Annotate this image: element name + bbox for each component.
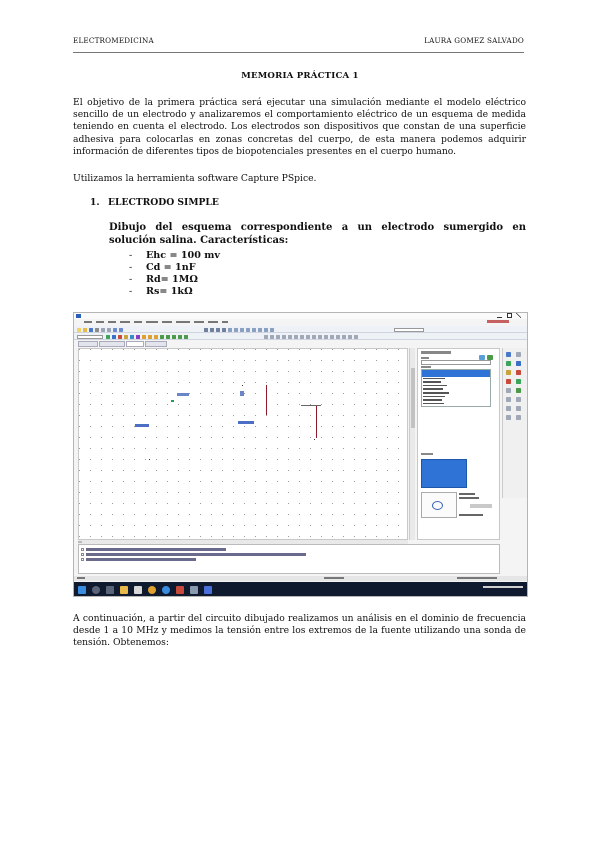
app-icon[interactable] xyxy=(204,586,212,594)
explorer-icon[interactable] xyxy=(120,586,128,594)
select-tool-icon[interactable] xyxy=(506,352,511,357)
drc-icon[interactable] xyxy=(240,328,244,332)
new-icon[interactable] xyxy=(77,328,81,332)
help-icon[interactable] xyxy=(270,328,274,332)
part-properties xyxy=(459,492,497,500)
bus-tool-icon[interactable] xyxy=(516,361,521,366)
part-preview xyxy=(421,492,457,518)
status-right xyxy=(457,577,497,579)
zoom-fit-icon[interactable] xyxy=(222,328,226,332)
panel-header-bar xyxy=(421,351,451,354)
component-symbol xyxy=(171,400,174,402)
arc-tool-icon[interactable] xyxy=(516,406,521,411)
menu-item[interactable] xyxy=(194,321,204,323)
netlist-icon[interactable] xyxy=(234,328,238,332)
no-connect-tool-icon[interactable] xyxy=(506,388,511,393)
wire-horizontal xyxy=(301,405,321,406)
ellipse-tool-icon[interactable] xyxy=(506,406,511,411)
clock-bar xyxy=(483,586,523,588)
preview-symbol-icon xyxy=(432,501,443,510)
node-marker xyxy=(314,439,315,440)
place-wire-icon[interactable] xyxy=(166,335,170,339)
voltage-marker-icon[interactable] xyxy=(124,335,128,339)
spec-list xyxy=(129,250,220,298)
toolbar-icons xyxy=(77,328,123,332)
tool-icon[interactable] xyxy=(312,335,316,339)
library-item[interactable] xyxy=(422,482,466,486)
net-alias-tool-icon[interactable] xyxy=(506,370,511,375)
menu-item[interactable] xyxy=(108,321,116,323)
tool-icon[interactable] xyxy=(354,335,358,339)
libraries-label xyxy=(421,453,433,455)
run-icon[interactable] xyxy=(106,335,110,339)
bom-icon[interactable] xyxy=(246,328,250,332)
cut-icon[interactable] xyxy=(101,328,105,332)
xref-icon[interactable] xyxy=(258,328,262,332)
tool-icon[interactable] xyxy=(300,335,304,339)
print-icon[interactable] xyxy=(95,328,99,332)
place-power-icon[interactable] xyxy=(184,335,188,339)
app-icon[interactable] xyxy=(176,586,184,594)
menu-item[interactable] xyxy=(208,321,218,323)
page-header xyxy=(73,36,524,50)
library-list[interactable] xyxy=(421,459,467,488)
bias-v-icon[interactable] xyxy=(142,335,146,339)
part-field-label xyxy=(421,357,429,359)
place-net-icon[interactable] xyxy=(172,335,176,339)
status-left xyxy=(77,577,85,579)
component-label xyxy=(135,424,149,427)
tool-paragraph: Utilizamos la herramienta software Capture PSpice. xyxy=(73,173,317,184)
copy-icon[interactable] xyxy=(107,328,111,332)
spec-item xyxy=(129,262,220,274)
place-part-panel xyxy=(417,348,500,540)
tab-page[interactable] xyxy=(145,341,167,347)
menu-item[interactable] xyxy=(222,321,228,323)
tool-icon[interactable] xyxy=(282,335,286,339)
pspice-toolbar-icons xyxy=(106,335,188,339)
image-tool-icon[interactable] xyxy=(516,415,521,420)
tool-icon[interactable] xyxy=(294,335,298,339)
tool-icon[interactable] xyxy=(342,335,346,339)
log-entry-icon xyxy=(81,558,84,561)
menu-item[interactable] xyxy=(96,321,104,323)
bullet-dash: - xyxy=(129,286,133,297)
menu-item[interactable] xyxy=(120,321,130,323)
zoom-out-icon[interactable] xyxy=(216,328,220,332)
zoom-in-icon[interactable] xyxy=(210,328,214,332)
menu-item[interactable] xyxy=(134,321,142,323)
minimize-icon[interactable] xyxy=(497,313,502,318)
component-label xyxy=(177,393,189,396)
port-tool-icon[interactable] xyxy=(516,379,521,384)
bullet-dash: - xyxy=(129,274,133,285)
menu-item[interactable] xyxy=(84,321,92,323)
tab-start-page[interactable] xyxy=(78,341,98,347)
node-label xyxy=(240,391,244,396)
task-view-icon[interactable] xyxy=(106,586,114,594)
tool-icon[interactable] xyxy=(264,335,268,339)
header-subject: ELECTROMEDICINA xyxy=(73,36,154,45)
part-search-input[interactable] xyxy=(421,360,491,365)
intro-paragraph: El objetivo de la primera práctica será ejecutar una simulación mediante el modelo eléctrico sencillo de un electrodo y analizaremos el comportamiento eléctrico de un esquema de medida teniendo en cuenta el electrodo. Los electrodos son dispositivos que constan de una superficie adhesiva para colocarlas en zonas concretas del cuerpo, de esta manera podemos adquirir información de diferentes tipos de biopotenciales presentes en el cuerpo humano. xyxy=(73,97,526,157)
document-title: MEMORIA PRÁCTICA 1 xyxy=(241,71,359,81)
current-marker-icon[interactable] xyxy=(130,335,134,339)
component-label xyxy=(238,421,254,424)
system-clock xyxy=(483,586,523,590)
bullet-dash: - xyxy=(129,262,133,273)
sim-settings-icon[interactable] xyxy=(112,335,116,339)
line-tool-icon[interactable] xyxy=(506,397,511,402)
toolbar-icons-mid xyxy=(204,328,274,332)
status-bar xyxy=(74,576,527,581)
tool-icon[interactable] xyxy=(270,335,274,339)
close-icon[interactable] xyxy=(516,313,521,318)
pspice-logo-icon xyxy=(76,314,81,318)
browser-icon[interactable] xyxy=(148,586,156,594)
probe-icon[interactable] xyxy=(118,335,122,339)
tool-icon[interactable] xyxy=(276,335,280,339)
ground-tool-icon[interactable] xyxy=(516,370,521,375)
profile-select[interactable] xyxy=(77,335,103,339)
bias-w-icon[interactable] xyxy=(154,335,158,339)
tool-icon[interactable] xyxy=(348,335,352,339)
property-slider[interactable] xyxy=(470,504,492,508)
windows-taskbar xyxy=(74,582,527,597)
menu-item[interactable] xyxy=(146,321,158,323)
wire-vertical xyxy=(266,385,267,415)
menu-bar xyxy=(74,319,527,325)
power-tool-icon[interactable] xyxy=(506,379,511,384)
text-tool-icon[interactable] xyxy=(506,415,511,420)
rect-tool-icon[interactable] xyxy=(516,397,521,402)
analysis-paragraph: A continuación, a partir del circuito dibujado realizamos un análisis en el dominio de frecuencia desde 1 a 10 MHz y medimos la tensión entre los extremos de la fuente utilizando una sonda de tensión. Obtenemos: xyxy=(73,613,526,649)
section-title: ELECTRODO SIMPLE xyxy=(108,197,219,208)
property-row xyxy=(459,514,483,516)
grid-icon[interactable] xyxy=(228,328,232,332)
junction-tool-icon[interactable] xyxy=(516,388,521,393)
spec-item xyxy=(129,250,220,262)
app-icon[interactable] xyxy=(162,586,170,594)
place-part-tool-icon[interactable] xyxy=(516,352,521,357)
hier-icon[interactable] xyxy=(264,328,268,332)
spec-item xyxy=(129,286,220,298)
tool-icon[interactable] xyxy=(330,335,334,339)
app-icon[interactable] xyxy=(190,586,198,594)
part-list[interactable] xyxy=(421,369,491,407)
tool-icon[interactable] xyxy=(324,335,328,339)
part-list-label xyxy=(421,366,431,368)
annotate-icon[interactable] xyxy=(252,328,256,332)
session-log xyxy=(78,544,500,574)
header-author: LAURA GOMEZ SALVADO xyxy=(424,36,524,45)
menu-item[interactable] xyxy=(176,321,190,323)
spec-text: Cd = 1nF xyxy=(146,262,196,273)
tool-icon[interactable] xyxy=(318,335,322,339)
log-entry xyxy=(86,558,196,561)
canvas-vertical-scrollbar[interactable] xyxy=(409,348,415,540)
tab-project[interactable] xyxy=(99,341,125,347)
node-label xyxy=(242,385,243,386)
log-entry-icon xyxy=(81,548,84,551)
log-entry xyxy=(86,548,226,551)
place-ground-icon[interactable] xyxy=(178,335,182,339)
search-taskbar-icon[interactable] xyxy=(92,586,100,594)
part-list-item[interactable] xyxy=(422,402,490,406)
schematic-canvas[interactable] xyxy=(78,348,408,540)
tab-schematic[interactable] xyxy=(126,341,144,347)
status-center xyxy=(324,577,344,579)
pspice-screenshot xyxy=(73,312,528,597)
spec-text: Rs= 1kΩ xyxy=(146,286,193,297)
toolbar-secondary xyxy=(74,333,527,340)
start-icon[interactable] xyxy=(78,586,86,594)
bias-i-icon[interactable] xyxy=(148,335,152,339)
wire-vertical xyxy=(316,406,317,438)
spec-text: Rd= 1MΩ xyxy=(146,274,198,285)
section-number: 1. xyxy=(90,197,100,208)
tool-icon[interactable] xyxy=(288,335,292,339)
save-icon[interactable] xyxy=(89,328,93,332)
place-part-icon[interactable] xyxy=(160,335,164,339)
menu-item[interactable] xyxy=(162,321,172,323)
search-icon[interactable] xyxy=(204,328,208,332)
redo-icon[interactable] xyxy=(119,328,123,332)
spec-text: Ehc = 100 mv xyxy=(146,250,220,261)
undo-icon[interactable] xyxy=(113,328,117,332)
app-icon[interactable] xyxy=(134,586,142,594)
search-box[interactable] xyxy=(394,328,424,332)
bullet-dash: - xyxy=(129,250,133,261)
maximize-icon[interactable] xyxy=(507,313,512,318)
power-marker-icon[interactable] xyxy=(136,335,140,339)
folder-icon[interactable] xyxy=(83,328,87,332)
circuit-subheading: Dibujo del esquema correspondiente a un electrodo sumergido en solución salina. Características: xyxy=(109,222,526,246)
draw-tool-palette xyxy=(502,348,527,498)
toolbar-icons-right xyxy=(264,335,358,339)
spec-item xyxy=(129,274,220,286)
log-entry xyxy=(86,553,306,556)
tool-icon[interactable] xyxy=(306,335,310,339)
header-divider xyxy=(73,52,524,53)
toolbar-primary xyxy=(74,326,527,333)
node-marker xyxy=(149,459,150,460)
tool-icon[interactable] xyxy=(336,335,340,339)
log-entry-icon xyxy=(81,553,84,556)
wire-tool-icon[interactable] xyxy=(506,361,511,366)
document-tabs xyxy=(78,341,167,347)
section-heading xyxy=(90,197,219,208)
property-row xyxy=(459,496,497,500)
